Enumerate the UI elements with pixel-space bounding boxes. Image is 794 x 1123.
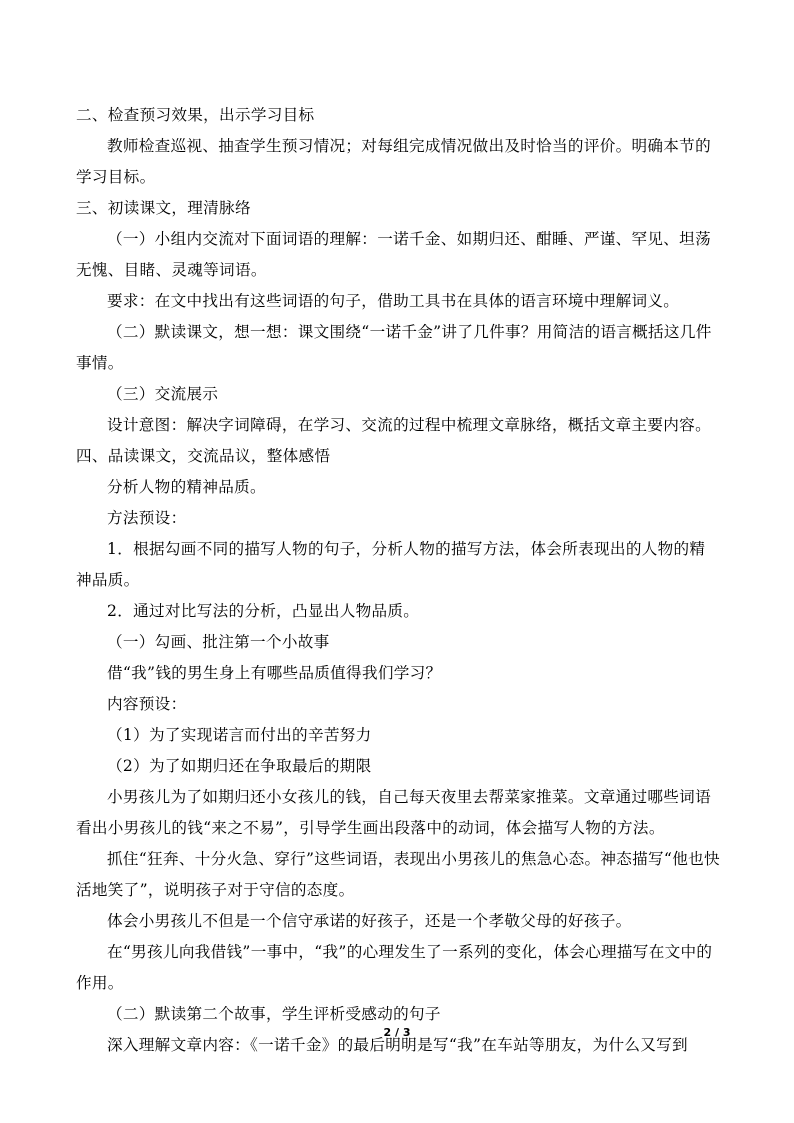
paragraph: （三）交流展示 (107, 385, 219, 403)
document-body (76, 100, 720, 1061)
paragraph: （二）默读课文，想一想：课文围绕“一诺千金”讲了几件事？用简洁的语言概括这几件事情。 (76, 323, 712, 372)
list-item: （2）为了如期归还在争取最后的期限 (107, 757, 372, 775)
paragraph: 深入理解文章内容：《一诺千金》的最后明明是写“我”在车站等朋友，为什么又写到 (107, 1036, 688, 1054)
paragraph: 方法预设： (107, 509, 187, 527)
paragraph: 小男孩儿为了如期归还小女孩儿的钱，自己每天夜里去帮菜家推菜。文章通过哪些词语看出小男孩儿的钱“来之不易”，引导学生画出段落中的动词，体会描写人物的方法。 (76, 788, 711, 837)
list-item: （1）为了实现诺言而付出的辛苦努力 (107, 726, 372, 744)
list-item: 2．通过对比写法的分析，凸显出人物品质。 (107, 602, 420, 620)
section-heading-2: 二、检查预习效果，出示学习目标 (76, 106, 315, 124)
paragraph: 抓住“狂奔、十分火急、穿行”这些词语，表现出小男孩儿的焦急心态。神态描写“他也快活地笑了”，说明孩子对于守信的态度。 (76, 850, 720, 899)
paragraph: 教师检查巡视、抽查学生预习情况；对每组完成情况做出及时恰当的评价。明确本节的学习目标。 (76, 137, 711, 186)
paragraph: （一）勾画、批注第一个小故事 (107, 633, 330, 651)
paragraph: 在“男孩儿向我借钱”一事中，“我”的心理发生了一系列的变化，体会心理描写在文中的作用。 (76, 943, 713, 992)
paragraph: 内容预设： (107, 695, 187, 713)
section-heading-4: 四、品读课文，交流品议，整体感悟 (76, 447, 331, 465)
page-number: 2 / 3 (383, 1026, 411, 1039)
paragraph: （一）小组内交流对下面词语的理解：一诺千金、如期归还、酣睡、严谨、罕见、坦荡无愧、目睹、灵魂等词语。 (76, 230, 711, 279)
paragraph: （二）默读第二个故事，学生评析受感动的句子 (107, 1005, 441, 1023)
paragraph: 体会小男孩儿不但是一个信守承诺的好孩子，还是一个孝敬父母的好孩子。 (107, 912, 632, 930)
section-heading-3: 三、初读课文，理清脉络 (76, 199, 251, 217)
paragraph: 分析人物的精神品质。 (107, 478, 266, 496)
paragraph: 设计意图：解决字词障碍，在学习、交流的过程中梳理文章脉络，概括文章主要内容。 (107, 416, 711, 434)
paragraph: 借“我”钱的男生身上有哪些品质值得我们学习？ (107, 664, 442, 682)
list-item: 1．根据勾画不同的描写人物的句子，分析人物的描写方法，体会所表现出的人物的精神品质。 (76, 540, 706, 589)
paragraph: 要求：在文中找出有这些词语的句子，借助工具书在具体的语言环境中理解词义。 (107, 292, 680, 310)
